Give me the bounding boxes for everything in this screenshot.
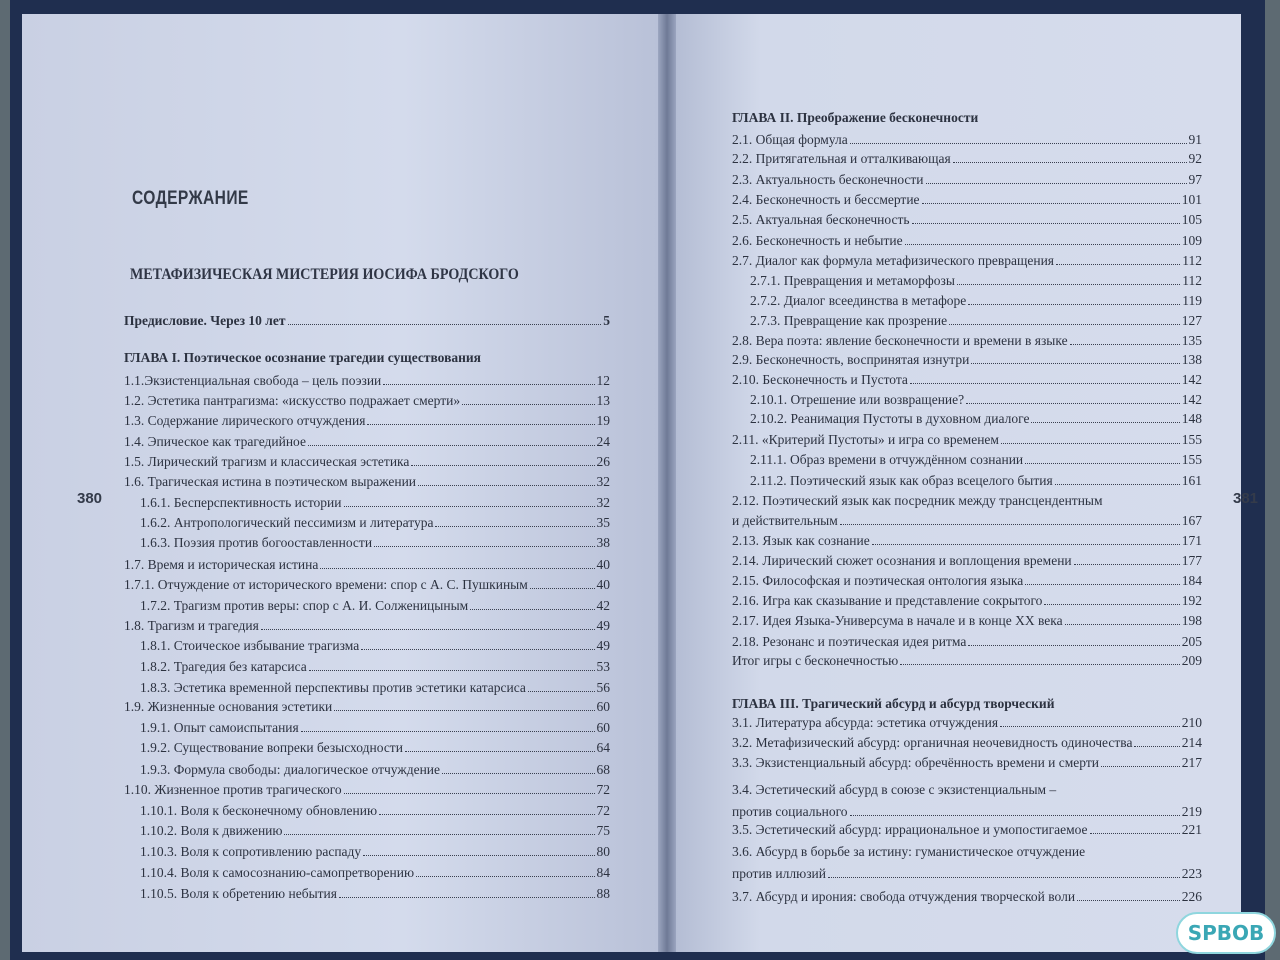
dot-leader	[1070, 344, 1180, 345]
entry-page-number: 112	[1182, 253, 1202, 268]
dot-leader	[301, 731, 595, 732]
left-toc-entry	[140, 844, 610, 859]
entry-page-number: 80	[596, 844, 610, 859]
dot-leader	[261, 629, 595, 630]
entry-title: 2.16. Игра как сказывание и представление сокрытого	[732, 593, 1043, 608]
dot-leader	[344, 793, 595, 794]
dot-leader	[530, 588, 595, 589]
right-toc-entry	[732, 822, 1202, 837]
entry-title: 2.4. Бесконечность и бессмертие	[732, 192, 920, 207]
right-toc-entry	[732, 132, 1202, 147]
entry-page-number: 148	[1181, 411, 1202, 426]
dot-leader	[367, 424, 594, 425]
entry-page-number: 38	[596, 535, 610, 550]
entry-page-number: 142	[1181, 372, 1202, 387]
left-toc-entry	[124, 393, 610, 408]
entry-page-number: 221	[1181, 822, 1202, 837]
dot-leader	[1074, 564, 1180, 565]
entry-title: 1.6. Трагическая истина в поэтическом выражении	[124, 474, 417, 489]
entry-title: 1.10.1. Воля к бесконечному обновлению	[140, 803, 378, 818]
dot-leader	[1090, 833, 1180, 834]
right-toc-entry	[750, 273, 1202, 288]
dot-leader	[850, 815, 1180, 816]
dot-leader	[405, 751, 595, 752]
entry-title: ГЛАВА II. Преображение бесконечности	[732, 110, 979, 125]
right-toc-entry	[732, 804, 1202, 819]
entry-title: 1.9. Жизненные основания эстетики	[124, 699, 333, 714]
entry-page-number: 60	[596, 699, 610, 714]
dot-leader	[361, 649, 594, 650]
entry-title: 2.7.1. Превращения и метаморфозы	[750, 273, 955, 288]
right-toc-entry	[732, 889, 1202, 904]
right-toc-entry	[732, 253, 1202, 268]
entry-page-number: 184	[1181, 573, 1202, 588]
right-toc-entry	[732, 493, 1202, 508]
entry-page-number: 88	[596, 886, 610, 901]
dot-leader	[840, 524, 1180, 525]
entry-page-number: 142	[1181, 392, 1202, 407]
dot-leader	[528, 691, 595, 692]
dot-leader	[339, 897, 595, 898]
dot-leader	[850, 143, 1187, 144]
watermark-stamp: SPBOB	[1176, 912, 1276, 954]
left-toc-entry	[140, 865, 610, 880]
left-toc-entry	[140, 803, 610, 818]
entry-title: 1.7.2. Трагизм против веры: спор с А. И. Солженицыным	[140, 598, 469, 613]
dot-leader	[383, 384, 594, 385]
dot-leader	[309, 670, 595, 671]
entry-page-number: 56	[596, 680, 610, 695]
dot-leader	[1031, 422, 1179, 423]
entry-title: 1.8. Трагизм и трагедия	[124, 618, 259, 633]
dot-leader	[1055, 484, 1180, 485]
entry-page-number: 209	[1181, 653, 1202, 668]
dot-leader	[971, 363, 1179, 364]
entry-title: 1.6.2. Антропологический пессимизм и литература	[140, 515, 434, 530]
left-toc-entry	[140, 720, 610, 735]
entry-title: 1.7. Время и историческая истина	[124, 557, 319, 572]
dot-leader	[418, 485, 594, 486]
right-toc-entry	[732, 233, 1202, 248]
dot-leader	[411, 465, 594, 466]
left-toc-entry	[124, 557, 610, 572]
right-toc-entry	[732, 333, 1202, 348]
dot-leader	[374, 546, 594, 547]
entry-page-number: 72	[596, 803, 610, 818]
right-toc-entry	[732, 533, 1202, 548]
entry-title: 2.11. «Критерий Пустоты» и игра со временем	[732, 432, 999, 447]
entry-title: 2.17. Идея Языка-Универсума в начале и в конце XX века	[732, 613, 1063, 628]
entry-title: 3.3. Экзистенциальный абсурд: обречённость времени и смерти	[732, 755, 1099, 770]
right-toc-entry	[750, 473, 1202, 488]
right-toc-entry	[732, 735, 1202, 750]
entry-page-number: 49	[596, 638, 610, 653]
right-toc-entry	[732, 573, 1202, 588]
right-chapter-heading	[732, 110, 1202, 125]
right-toc-entry	[732, 634, 1202, 649]
dot-leader	[1077, 900, 1180, 901]
entry-title: 2.5. Актуальная бесконечность	[732, 212, 910, 227]
entry-page-number: 92	[1188, 151, 1202, 166]
left-toc-entry	[124, 454, 610, 469]
entry-title: 2.12. Поэтический язык как посредник между трансцендентным	[732, 493, 1103, 508]
entry-title: против иллюзий	[732, 866, 826, 881]
entry-page-number: 223	[1181, 866, 1202, 881]
entry-page-number: 205	[1181, 634, 1202, 649]
dot-leader	[334, 710, 594, 711]
entry-page-number: 5	[603, 313, 610, 328]
right-toc-entry	[732, 653, 1202, 668]
dot-leader	[416, 876, 594, 877]
entry-page-number: 127	[1181, 313, 1202, 328]
entry-page-number: 171	[1181, 533, 1202, 548]
left-toc-entry	[124, 373, 610, 388]
entry-title: 1.1.Экзистенциальная свобода – цель поэзии	[124, 373, 382, 388]
left-toc-entry	[140, 740, 610, 755]
left-toc-entry	[124, 782, 610, 797]
dot-leader	[344, 506, 595, 507]
entry-page-number: 119	[1182, 293, 1202, 308]
dot-leader	[363, 855, 594, 856]
dot-leader	[1065, 624, 1180, 625]
entry-title: ГЛАВА III. Трагический абсурд и абсурд творческий	[732, 696, 1055, 711]
right-toc-entry	[732, 782, 1202, 797]
entry-page-number: 75	[596, 823, 610, 838]
dot-leader	[872, 544, 1180, 545]
entry-page-number: 219	[1181, 804, 1202, 819]
right-toc-entry	[750, 392, 1202, 407]
left-toc-entry	[124, 699, 610, 714]
left-toc-entry	[124, 474, 610, 489]
entry-title: 1.8.2. Трагедия без катарсиса	[140, 659, 307, 674]
entry-title: 2.6. Бесконечность и небытие	[732, 233, 903, 248]
entry-page-number: 155	[1181, 452, 1202, 467]
entry-page-number: 40	[596, 557, 610, 572]
entry-title: 1.4. Эпическое как трагедийное	[124, 434, 306, 449]
entry-page-number: 214	[1181, 735, 1202, 750]
entry-page-number: 13	[596, 393, 610, 408]
left-toc-entry	[124, 618, 610, 633]
left-toc-entry	[140, 659, 610, 674]
entry-title: 1.10.2. Воля к движению	[140, 823, 283, 838]
entry-title: 2.11.2. Поэтический язык как образ всецелого бытия	[750, 473, 1053, 488]
entry-page-number: 84	[596, 865, 610, 880]
entry-title: 1.10. Жизненное против трагического	[124, 782, 342, 797]
entry-title: 1.6.1. Бесперспективность истории	[140, 495, 342, 510]
entry-title: 2.14. Лирический сюжет осознания и воплощения времени	[732, 553, 1072, 568]
entry-page-number: 109	[1181, 233, 1202, 248]
entry-page-number: 72	[596, 782, 610, 797]
entry-title: 2.10.1. Отрешение или возвращение?	[750, 392, 965, 407]
entry-page-number: 42	[596, 598, 610, 613]
dot-leader	[966, 403, 1180, 404]
entry-title: 3.4. Эстетический абсурд в союзе с экзистенциальным –	[732, 782, 1057, 797]
left-toc-entry	[140, 638, 610, 653]
entry-title: 1.10.4. Воля к самосознанию-самопретворению	[140, 865, 415, 880]
entry-page-number: 198	[1181, 613, 1202, 628]
entry-title: 2.7. Диалог как формула метафизического превращения	[732, 253, 1055, 268]
toc-title: СОДЕРЖАНИЕ	[132, 188, 249, 209]
dot-leader	[435, 526, 594, 527]
entry-title: 1.8.3. Эстетика временной перспективы против эстетики катарсиса	[140, 680, 526, 695]
entry-page-number: 35	[596, 515, 610, 530]
entry-title: 2.11.1. Образ времени в отчуждённом сознании	[750, 452, 1024, 467]
dot-leader	[320, 568, 594, 569]
left-toc-entry	[140, 886, 610, 901]
entry-page-number: 226	[1181, 889, 1202, 904]
entry-title: 3.1. Литература абсурда: эстетика отчуждения	[732, 715, 999, 730]
left-toc-entry	[140, 680, 610, 695]
right-toc-entry	[732, 212, 1202, 227]
entry-title: 2.10. Бесконечность и Пустота	[732, 372, 908, 387]
book-title: МЕТАФИЗИЧЕСКАЯ МИСТЕРИЯ ИОСИФА БРОДСКОГО	[130, 266, 519, 283]
entry-page-number: 161	[1181, 473, 1202, 488]
book-gutter	[658, 14, 676, 952]
entry-title: 3.5. Эстетический абсурд: иррациональное и умопостигаемое	[732, 822, 1088, 837]
entry-page-number: 138	[1181, 352, 1202, 367]
left-toc-entry	[140, 495, 610, 510]
right-toc-entry	[732, 553, 1202, 568]
entry-title: ГЛАВА I. Поэтическое осознание трагедии существования	[124, 350, 481, 365]
entry-page-number: 68	[596, 762, 610, 777]
entry-title: 1.9.2. Существование вопреки безысходности	[140, 740, 403, 755]
entry-page-number: 91	[1188, 132, 1202, 147]
entry-title: против социального	[732, 804, 848, 819]
entry-title: 3.2. Метафизический абсурд: органичная неочевидность одиночества	[732, 735, 1133, 750]
right-toc-entry	[732, 866, 1202, 881]
dot-leader	[1134, 746, 1179, 747]
dot-leader	[462, 404, 594, 405]
entry-page-number: 155	[1181, 432, 1202, 447]
entry-page-number: 192	[1181, 593, 1202, 608]
dot-leader	[1101, 766, 1180, 767]
dot-leader	[910, 383, 1180, 384]
right-toc-entry	[732, 593, 1202, 608]
entry-title: 2.10.2. Реанимация Пустоты в духовном диалоге	[750, 411, 1030, 426]
entry-page-number: 40	[596, 577, 610, 592]
left-toc-entry	[124, 413, 610, 428]
entry-title: 2.9. Бесконечность, воспринятая изнутри	[732, 352, 970, 367]
entry-title: 3.7. Абсурд и ирония: свобода отчуждения творческой воли	[732, 889, 1076, 904]
entry-page-number: 105	[1181, 212, 1202, 227]
entry-title: 1.3. Содержание лирического отчуждения	[124, 413, 366, 428]
entry-page-number: 217	[1181, 755, 1202, 770]
left-chapter-heading	[124, 313, 610, 328]
left-toc-entry	[140, 823, 610, 838]
dot-leader	[1000, 726, 1180, 727]
dot-leader	[828, 877, 1180, 878]
right-folio: 381	[1233, 490, 1259, 507]
entry-page-number: 210	[1181, 715, 1202, 730]
dot-leader	[922, 203, 1180, 204]
entry-page-number: 53	[596, 659, 610, 674]
right-toc-entry	[732, 513, 1202, 528]
entry-title: 2.1. Общая формула	[732, 132, 848, 147]
entry-page-number: 32	[596, 474, 610, 489]
entry-page-number: 49	[596, 618, 610, 633]
entry-page-number: 12	[596, 373, 610, 388]
entry-title: Предисловие. Через 10 лет	[124, 313, 286, 328]
left-toc-entry	[140, 515, 610, 530]
dot-leader	[1001, 443, 1180, 444]
right-toc-entry	[732, 372, 1202, 387]
right-toc-entry	[732, 844, 1202, 859]
entry-page-number: 167	[1181, 513, 1202, 528]
right-toc-entry	[732, 755, 1202, 770]
entry-page-number: 101	[1181, 192, 1202, 207]
entry-title: 2.2. Притягательная и отталкивающая	[732, 151, 951, 166]
dot-leader	[470, 609, 594, 610]
dot-leader	[1056, 264, 1180, 265]
entry-page-number: 64	[596, 740, 610, 755]
dot-leader	[900, 664, 1180, 665]
entry-title: Итог игры с бесконечностью	[732, 653, 899, 668]
dot-leader	[926, 183, 1187, 184]
entry-title: 1.9.3. Формула свободы: диалогическое отчуждение	[140, 762, 441, 777]
right-toc-entry	[750, 313, 1202, 328]
dot-leader	[968, 645, 1179, 646]
right-toc-entry	[750, 452, 1202, 467]
entry-title: 2.15. Философская и поэтическая онтология языка	[732, 573, 1024, 588]
right-toc-entry	[732, 192, 1202, 207]
entry-page-number: 24	[596, 434, 610, 449]
right-toc-entry	[750, 293, 1202, 308]
entry-title: 2.3. Актуальность бесконечности	[732, 172, 924, 187]
left-toc-entry	[124, 577, 610, 592]
entry-title: 1.9.1. Опыт самоиспытания	[140, 720, 299, 735]
entry-title: 2.13. Язык как сознание	[732, 533, 870, 548]
entry-title: 1.10.5. Воля к обретению небытия	[140, 886, 337, 901]
left-chapter-heading	[124, 350, 610, 365]
dot-leader	[379, 814, 594, 815]
entry-page-number: 19	[596, 413, 610, 428]
dot-leader	[957, 284, 1180, 285]
dot-leader	[912, 223, 1180, 224]
right-toc-entry	[732, 432, 1202, 447]
entry-title: 1.2. Эстетика пантрагизма: «искусство подражает смерти»	[124, 393, 461, 408]
right-toc-entry	[750, 411, 1202, 426]
entry-title: 2.8. Вера поэта: явление бесконечности и времени в языке	[732, 333, 1068, 348]
entry-page-number: 112	[1182, 273, 1202, 288]
dot-leader	[949, 324, 1180, 325]
dot-leader	[288, 324, 602, 325]
dot-leader	[284, 834, 594, 835]
entry-title: и действительным	[732, 513, 838, 528]
dot-leader	[1025, 463, 1180, 464]
entry-title: 1.6.3. Поэзия против богооставленности	[140, 535, 373, 550]
dot-leader	[968, 304, 1180, 305]
entry-page-number: 32	[596, 495, 610, 510]
left-folio: 380	[77, 490, 103, 507]
entry-title: 1.7.1. Отчуждение от исторического времени: спор с А. С. Пушкиным	[124, 577, 528, 592]
entry-title: 2.18. Резонанс и поэтическая идея ритма	[732, 634, 967, 649]
entry-page-number: 97	[1188, 172, 1202, 187]
entry-title: 2.7.3. Превращение как прозрение	[750, 313, 948, 328]
entry-title: 1.5. Лирический трагизм и классическая эстетика	[124, 454, 410, 469]
dot-leader	[1044, 604, 1179, 605]
right-chapter-heading	[732, 696, 1202, 711]
left-toc-entry	[124, 434, 610, 449]
entry-page-number: 177	[1181, 553, 1202, 568]
entry-title: 2.7.2. Диалог всеединства в метафоре	[750, 293, 967, 308]
dot-leader	[1025, 584, 1179, 585]
left-toc-entry	[140, 598, 610, 613]
dot-leader	[308, 445, 595, 446]
entry-page-number: 26	[596, 454, 610, 469]
right-toc-entry	[732, 352, 1202, 367]
entry-title: 1.10.3. Воля к сопротивлению распаду	[140, 844, 362, 859]
dot-leader	[905, 244, 1180, 245]
entry-page-number: 60	[596, 720, 610, 735]
right-toc-entry	[732, 151, 1202, 166]
left-toc-entry	[140, 535, 610, 550]
left-toc-entry	[140, 762, 610, 777]
entry-page-number: 135	[1181, 333, 1202, 348]
right-toc-entry	[732, 715, 1202, 730]
dot-leader	[442, 773, 594, 774]
dot-leader	[953, 162, 1187, 163]
entry-title: 1.8.1. Стоическое избывание трагизма	[140, 638, 360, 653]
right-toc-entry	[732, 613, 1202, 628]
entry-title: 3.6. Абсурд в борьбе за истину: гуманистическое отчуждение	[732, 844, 1086, 859]
right-toc-entry	[732, 172, 1202, 187]
